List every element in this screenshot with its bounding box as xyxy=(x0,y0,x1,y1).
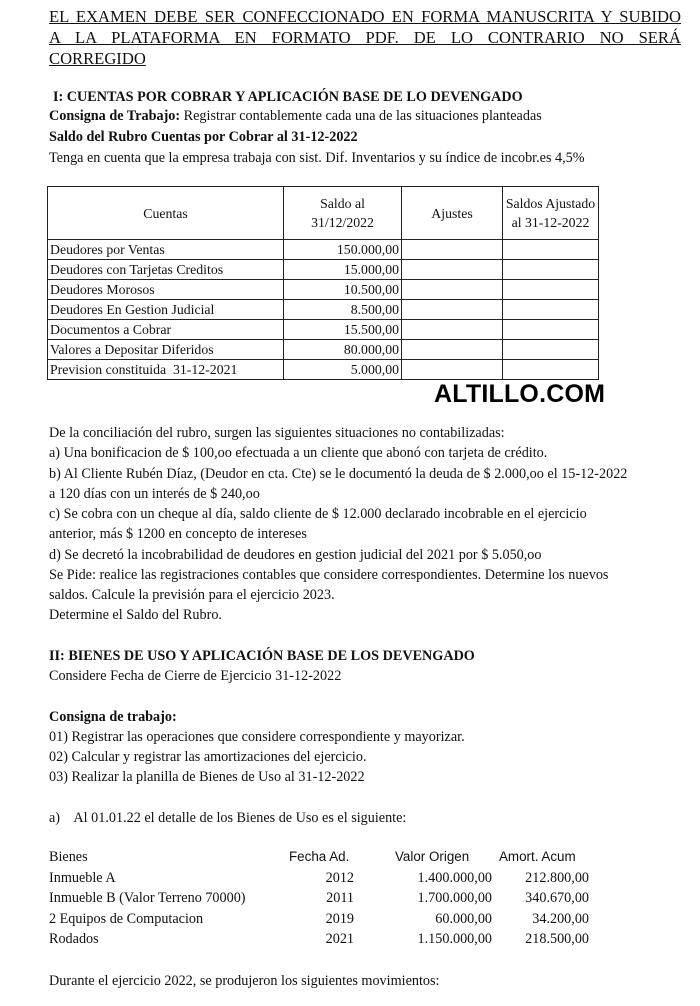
saldo-cell: 80.000,00 xyxy=(284,340,402,360)
cuenta-cell: Deudores Morosos xyxy=(48,280,284,300)
table-row xyxy=(48,320,599,340)
altillo-watermark: ALTILLO.COM xyxy=(434,380,606,408)
cuenta-cell: Deudores por Ventas xyxy=(48,240,284,260)
cuentas-table-header xyxy=(48,187,599,240)
incobrabilidad-note: Tenga en cuenta que la empresa trabaja con sist. Dif. Inventarios y su índice de incobr.es 4,5% xyxy=(49,150,585,166)
warning-line-3: CORREGIDO xyxy=(49,49,146,68)
ajustado-cell xyxy=(503,360,599,380)
consigna-item: 02) Calcular y registrar las amortizaciones del ejercicio. xyxy=(49,749,367,765)
item-a: a) Al 01.01.22 el detalle de los Bienes de Uso es el siguiente: xyxy=(49,810,407,826)
ajustes-cell xyxy=(402,340,503,360)
ajustado-cell xyxy=(503,340,599,360)
cuenta-cell: Deudores En Gestion Judicial xyxy=(48,300,284,320)
bien-cell: Inmueble B (Valor Terreno 70000) xyxy=(49,890,246,906)
bien-cell: Rodados xyxy=(49,931,99,947)
fecha-cell: 2021 xyxy=(325,931,354,947)
section-2-title: II: BIENES DE USO Y APLICACIÓN BASE DE LOS DEVENGADO xyxy=(49,648,475,664)
paragraph-line: Se Pide: realice las registraciones contables que considere correspondientes. Determine los nuevos xyxy=(49,567,609,583)
paragraph-line: b) Al Cliente Rubén Díaz, (Deudor en cta. Cte) se le documentó la deuda de $ 2.000,oo el 15-12-2022 xyxy=(49,466,628,482)
valor-cell: 60.000,00 xyxy=(435,910,492,927)
saldo-cell: 10.500,00 xyxy=(284,280,402,300)
header-ajustes: Ajustes xyxy=(402,187,503,240)
table-row xyxy=(48,340,599,360)
header-valor: Valor Origen xyxy=(395,849,470,864)
movimientos-intro: Durante el ejercicio 2022, se produjeron los siguientes movimientos: xyxy=(49,973,440,989)
amort-cell: 340.670,00 xyxy=(525,890,589,906)
fecha-cierre: Considere Fecha de Cierre de Ejercicio 31-12-2022 xyxy=(49,668,342,684)
table-row xyxy=(48,240,599,260)
fecha-cell: 2019 xyxy=(325,910,354,927)
section-1-title: I: CUENTAS POR COBRAR Y APLICACIÓN BASE DE LO DEVENGADO xyxy=(53,89,523,105)
section-1-consigna xyxy=(49,107,542,125)
header-saldo: Saldo al 31/12/2022 xyxy=(284,187,402,240)
saldo-cell: 150.000,00 xyxy=(284,240,402,260)
saldo-cell: 5.000,00 xyxy=(284,360,402,380)
ajustado-cell xyxy=(503,320,599,340)
cuenta-cell: Prevision constituida 31-12-2021 xyxy=(48,360,284,380)
saldo-cell: 15.000,00 xyxy=(284,260,402,280)
paragraph-line: a 120 días con un interés de $ 240,oo xyxy=(49,486,260,502)
ajustes-cell xyxy=(402,320,503,340)
header-cuentas: Cuentas xyxy=(48,187,284,240)
fecha-cell: 2011 xyxy=(326,890,354,906)
amort-cell: 34.200,00 xyxy=(532,910,589,927)
paragraph-line: d) Se decretó la incobrabilidad de deudores en gestion judicial del 2021 por $ 5.050,oo xyxy=(49,547,542,563)
submission-warning xyxy=(49,6,681,69)
amort-cell: 212.800,00 xyxy=(525,869,589,886)
ajustado-cell xyxy=(503,280,599,300)
consigna-label: Consigna de Trabajo: xyxy=(49,108,181,124)
ajustado-cell xyxy=(503,300,599,320)
ajustes-cell xyxy=(402,360,503,380)
paragraph-line: a) Una bonificacion de $ 100,oo efectuada a un cliente que abonó con tarjeta de crédito. xyxy=(49,445,548,461)
ajustes-cell xyxy=(402,280,503,300)
ajustes-cell xyxy=(402,240,503,260)
bien-cell: Inmueble A xyxy=(49,869,116,886)
cuenta-cell: Documentos a Cobrar xyxy=(48,320,284,340)
ajustado-cell xyxy=(503,260,599,280)
warning-line-1: EL EXAMEN DEBE SER CONFECCIONADO EN FORMA MANUSCRITA Y SUBIDO xyxy=(49,7,681,26)
header-bienes: Bienes xyxy=(49,849,88,865)
table-row xyxy=(48,260,599,280)
valor-cell: 1.150.000,00 xyxy=(417,931,492,947)
valor-cell: 1.700.000,00 xyxy=(417,890,492,906)
fecha-cell: 2012 xyxy=(325,869,354,886)
paragraph-line: Determine el Saldo del Rubro. xyxy=(49,607,222,623)
paragraph-line: c) Se cobra con un cheque al día, saldo cliente de $ 12.000 declarado incobrable en el ejercicio xyxy=(49,506,587,522)
ajustes-cell xyxy=(402,260,503,280)
ajustes-cell xyxy=(402,300,503,320)
cuenta-cell: Valores a Depositar Diferidos xyxy=(48,340,284,360)
cuentas-table xyxy=(47,186,599,380)
table-row xyxy=(48,360,599,380)
paragraph-line: saldos. Calcule la previsión para el ejercicio 2023. xyxy=(49,587,335,603)
paragraph-line: De la conciliación del rubro, surgen las siguientes situaciones no contabilizadas: xyxy=(49,425,505,441)
consigna-item: 01) Registrar las operaciones que considere correspondiente y mayorizar. xyxy=(49,729,465,745)
consigna-text: Registrar contablemente cada una de las situaciones planteadas xyxy=(180,108,542,124)
bien-cell: 2 Equipos de Computacion xyxy=(49,910,204,927)
valor-cell: 1.400.000,00 xyxy=(417,869,492,886)
amort-cell: 218.500,00 xyxy=(525,931,589,947)
paragraph-line: anterior, más $ 1200 en concepto de intereses xyxy=(49,526,307,542)
header-saldos-ajustado: Saldos Ajustado al 31-12-2022 xyxy=(503,187,599,240)
consigna-item: 03) Realizar la planilla de Bienes de Uso al 31-12-2022 xyxy=(49,769,365,785)
saldo-cell: 8.500,00 xyxy=(284,300,402,320)
ajustado-cell xyxy=(503,240,599,260)
header-amort: Amort. Acum xyxy=(499,849,576,864)
section-2-consigna-label: Consigna de trabajo: xyxy=(49,709,177,725)
saldo-heading: Saldo del Rubro Cuentas por Cobrar al 31-12-2022 xyxy=(49,129,358,145)
cuenta-cell: Deudores con Tarjetas Creditos xyxy=(48,260,284,280)
header-fecha: Fecha Ad. xyxy=(289,849,350,864)
saldo-cell: 15.500,00 xyxy=(284,320,402,340)
warning-line-2: A LA PLATAFORMA EN FORMATO PDF. DE LO CONTRARIO NO SERÁ xyxy=(49,28,681,47)
table-row xyxy=(48,280,599,300)
table-row xyxy=(48,300,599,320)
